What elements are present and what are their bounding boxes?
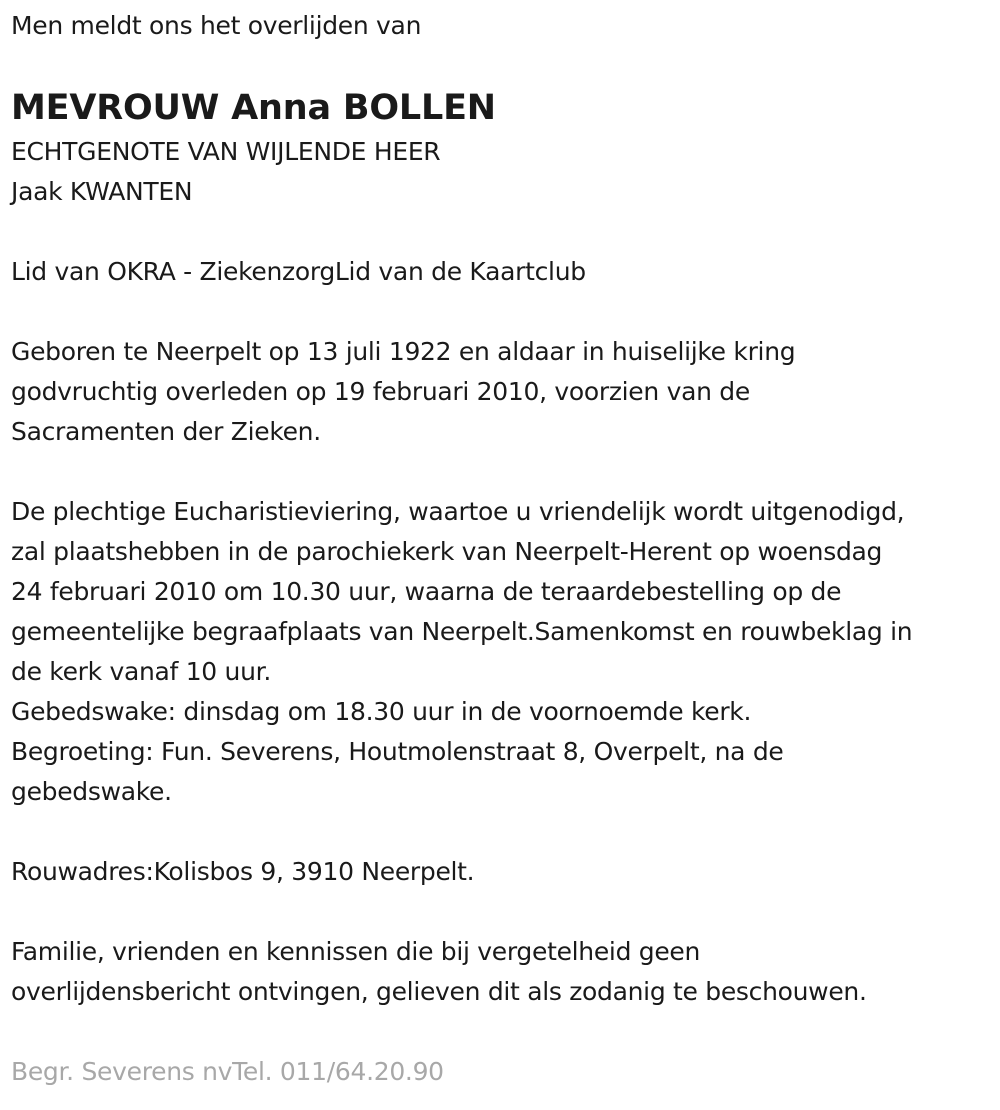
mourning-address: Rouwadres:Kolisbos 9, 3910 Neerpelt. [11,857,475,886]
paragraph-line: zal plaatshebben in de parochiekerk van Neerpelt-Herent op woensdag [11,537,883,566]
spouse-line-1: ECHTGENOTE VAN WIJLENDE HEER [11,137,441,166]
funeral-home-footer: Begr. Severens nvTel. 011/64.20.90 [11,1057,444,1086]
paragraph-line: gebedswake. [11,777,172,806]
prayer-vigil-line: Gebedswake: dinsdag om 18.30 uur in de voornoemde kerk. [11,697,752,726]
paragraph-line: de kerk vanaf 10 uur. [11,657,271,686]
paragraph-line: godvruchtig overleden op 19 februari 2010, voorzien van de [11,377,750,406]
intro-text: Men meldt ons het overlijden van [11,11,422,40]
memberships: Lid van OKRA - ZiekenzorgLid van de Kaartclub [11,257,586,286]
paragraph-line: overlijdensbericht ontvingen, gelieven dit als zodanig te beschouwen. [11,977,867,1006]
spouse-line-2: Jaak KWANTEN [11,177,193,206]
greeting-line: Begroeting: Fun. Severens, Houtmolenstraat 8, Overpelt, na de [11,737,784,766]
paragraph-line: De plechtige Eucharistieviering, waartoe u vriendelijk wordt uitgenodigd, [11,497,905,526]
paragraph-line: 24 februari 2010 om 10.30 uur, waarna de teraardebestelling op de [11,577,842,606]
deceased-name: MEVROUW Anna BOLLEN [11,88,496,128]
paragraph-line: gemeentelijke begraafplaats van Neerpelt.Samenkomst en rouwbeklag in [11,617,913,646]
ceremony-paragraph [11,492,1000,812]
closing-paragraph [11,932,1000,1012]
paragraph-line: Familie, vrienden en kennissen die bij vergetelheid geen [11,937,701,966]
birth-death-paragraph [11,332,1000,452]
paragraph-line: Geboren te Neerpelt op 13 juli 1922 en aldaar in huiselijke kring [11,337,796,366]
paragraph-line: Sacramenten der Zieken. [11,417,321,446]
